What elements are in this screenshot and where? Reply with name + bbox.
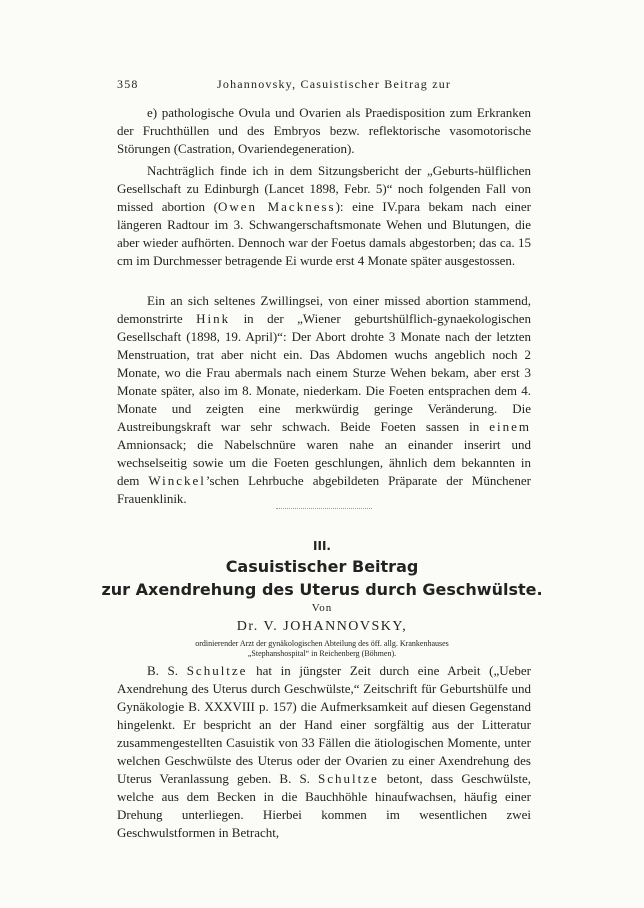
paragraph-ovula [117, 104, 531, 158]
paragraph-text: e) pathologische Ovula und Ovarien als Praedisposition zum Erkranken der Fruchthüllen und des Embryos bezw. reflektorische vasomotorische Störungen (Castration, Ovariendegeneration). [117, 105, 531, 156]
paragraph-text: betont, dass Geschwülste, welche aus dem Becken in die Bauchhöhle hinaufwachsen, häufig einer Drehung unterliegen. Hierbei kommen im wesentlichen zwei Geschwulstformen in Betracht, [117, 771, 531, 840]
paragraph-text: ): eine IV.para bekam nach einer längeren Radtour im 3. Schwangerschaftsmonate Wehen und Blutungen, die aber wieder aufhörten. Dennoch war der Foetus damals abgestorben; das ca. 15 cm im Durchmesser betragende Ei wurde erst 4 Monate später ausgestossen. [117, 199, 531, 268]
article-title-line1: Casuistischer Beitrag [225, 557, 419, 576]
article-author: Dr. V. JOHANNOVSKY, [236, 619, 408, 634]
article-title-line2: zur Axendrehung des Uterus durch Geschwülste. [101, 580, 543, 599]
paragraph-text: ’schen Lehrbuche abgebildeten Präparate der Münchener Frauenklinik. [117, 473, 531, 506]
paragraph-text: in der „Wiener geburtshülflich-gynaekologischen Gesellschaft (1898, 19. April)“: Der Abort drohte 3 Monate nach der letzten Menstruation, trat aber nicht ein. Das Abdomen wuchs angeblich noch 2 Monate, wo die Frau abermals nach einem Sturze Wehen bekam, aber erst 3 Monate später, also im 8. Monate, niederkam. Die Foeten entsprachen dem 4. Monate und zeigten eine merkwürdig geringe Veränderung. Die Austreibungskraft war sehr schwach. Beide Foeten sassen in [117, 311, 531, 434]
paragraph-text: B. S. [147, 663, 187, 678]
author-affiliation: „Stephanshospital“ in Reichenberg (Böhmen). [247, 649, 397, 658]
byline-von: Von [311, 602, 333, 614]
page-number: 358 [117, 77, 139, 91]
paragraph-schultze [117, 662, 531, 842]
paragraph-zwillingsei [117, 292, 531, 508]
paragraph-text: hat in jüngster Zeit durch eine Arbeit („Ueber Axendrehung des Uterus durch Geschwülste,“ Zeitschrift für Geburtshülfe und Gynäkologie B. XXXVIII p. 157) die Aufmerksamkeit auf diesen Gegenstand hingelenkt. Er bespricht an der Hand einer sorgfältig aus der Litteratur zusammengestellten Casuistik von 33 Fällen die ätiologischen Momente, unter welchen Geschwülste des Uterus oder der Ovarien zu einer Axendrehung des Uterus Veranlassung geben. B. S. [117, 663, 531, 786]
section-number: III. [313, 539, 331, 553]
paragraph-text: Ein an sich seltenes Zwillingsei, von einer missed abortion stammend, demonstrirte [117, 293, 531, 326]
author-name: Schultze [186, 663, 248, 678]
section-divider [276, 508, 372, 509]
author-name: Schultze [318, 771, 379, 786]
author-affiliation: ordinierender Arzt der gynäkologischen Abteilung des öff. allg. Krankenhauses [195, 639, 449, 648]
author-name: Hink [196, 311, 231, 326]
paragraph-edinburgh [117, 162, 531, 270]
paragraph-text: Amnionsack; die Nabelschnüre waren nahe an einander inserirt und wechselseitig sowie um die Foeten geschlungen, ähnlich dem bekannten in dem [117, 437, 531, 488]
emphasis: einem [489, 419, 531, 434]
running-title: Johannovsky, Casuistischer Beitrag zur [217, 77, 452, 91]
author-name: Owen Mackness [217, 199, 336, 214]
author-name: Winckel [148, 473, 206, 488]
paragraph-text: Nachträglich finde ich in dem Sitzungsbericht der „Geburts-hülflichen Gesellschaft zu Edinburgh (Lancet 1898, Febr. 5)“ noch folgenden Fall von missed abortion ( [117, 163, 531, 214]
